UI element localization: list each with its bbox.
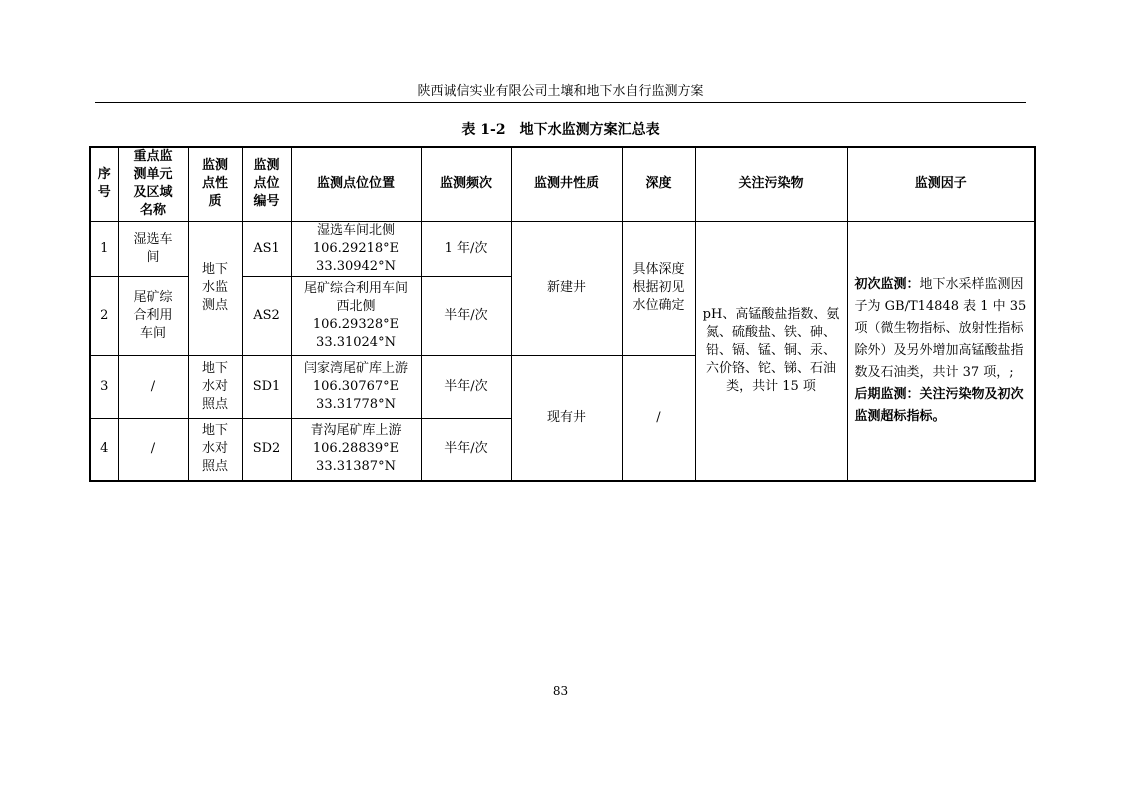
latitude: 33.31387°N [316, 459, 396, 475]
header-cell: 监测点性质 [188, 147, 242, 221]
unit-name: 湿选车间 [118, 221, 188, 276]
point-location [291, 418, 421, 481]
point-nature: 地下水对照点 [188, 355, 242, 418]
monitoring-factors [847, 221, 1035, 481]
well-nature: 新建井 [511, 221, 622, 355]
well-nature: 现有井 [511, 355, 622, 481]
page-number: 83 [552, 684, 569, 698]
row-number: 2 [90, 276, 118, 355]
latitude: 33.31024°N [316, 334, 396, 350]
document-header: 陕西诚信实业有限公司土壤和地下水自行监测方案 [417, 84, 704, 99]
frequency: 1 年/次 [421, 221, 511, 276]
point-code: SD2 [242, 418, 291, 481]
header-cell: 序号 [90, 147, 118, 221]
header-cell: 关注污染物 [695, 147, 847, 221]
longitude: 106.29218°E [312, 240, 400, 256]
caption-title: 地下水监测方案汇总表 [519, 122, 660, 138]
point-nature: 地下水对照点 [188, 418, 242, 481]
groundwater-monitoring-table [89, 146, 1036, 482]
header-row [90, 147, 1035, 221]
header-cell: 监测点位编号 [242, 147, 291, 221]
unit-name: / [118, 355, 188, 418]
initial-label: 初次监测： [854, 276, 920, 292]
latitude: 33.30942°N [316, 258, 396, 274]
frequency: 半年/次 [421, 276, 511, 355]
location-name: 青沟尾矿库上游 [310, 423, 402, 439]
row-number: 3 [90, 355, 118, 418]
depth: / [622, 355, 695, 481]
header-rule [95, 102, 1026, 103]
header-cell: 监测因子 [847, 147, 1035, 221]
longitude: 106.28839°E [312, 441, 400, 457]
latitude: 33.31778°N [316, 396, 396, 412]
point-code: SD1 [242, 355, 291, 418]
location-name: 闫家湾尾矿库上游 [303, 360, 408, 376]
row-number: 4 [90, 418, 118, 481]
later-text: 后期监测：关注污染物及初次监测超标指标。 [854, 386, 1024, 424]
point-code: AS1 [242, 221, 291, 276]
frequency: 半年/次 [421, 355, 511, 418]
unit-name: / [118, 418, 188, 481]
table-caption [95, 121, 1026, 139]
depth: 具体深度根据初见水位确定 [622, 221, 695, 355]
point-location [291, 276, 421, 355]
location-name: 湿选车间北侧 [316, 222, 395, 238]
unit-name: 尾矿综合利用车间 [118, 276, 188, 355]
point-code: AS2 [242, 276, 291, 355]
table-row [90, 221, 1035, 276]
header-cell: 深度 [622, 147, 695, 221]
frequency: 半年/次 [421, 418, 511, 481]
header-cell: 监测点位位置 [291, 147, 421, 221]
header-cell: 监测频次 [421, 147, 511, 221]
point-location [291, 221, 421, 276]
point-location [291, 355, 421, 418]
initial-text: 地下水采样监测因子为 GB/T14848 表 1 中 35 项（微生物指标、放射性指标除外）及另外增加高锰酸盐指数及石油类，共计 37 项，; [854, 276, 1027, 380]
header-cell: 重点监测单元及区域名称 [118, 147, 188, 221]
longitude: 106.30767°E [312, 378, 400, 394]
row-number: 1 [90, 221, 118, 276]
longitude: 106.29328°E [312, 316, 400, 332]
header-cell: 监测井性质 [511, 147, 622, 221]
location-name: 尾矿综合利用车间西北侧 [303, 280, 408, 314]
point-nature: 地下水监测点 [188, 221, 242, 355]
pollutants: pH、高锰酸盐指数、氨氮、硫酸盐、铁、砷、铅、镉、锰、铜、汞、六价铬、铊、锑、石油类，共计 15 项 [695, 221, 847, 481]
caption-number: 表 1-2 [461, 122, 506, 138]
